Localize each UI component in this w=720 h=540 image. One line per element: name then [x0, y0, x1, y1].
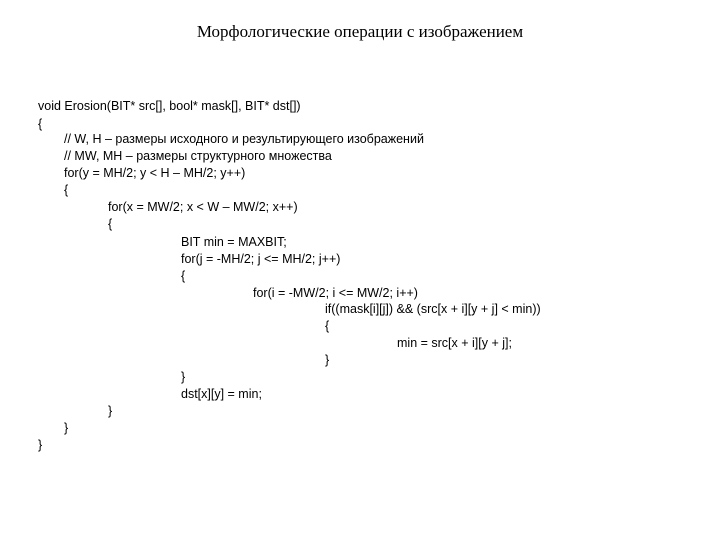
code-line: { — [108, 217, 113, 231]
code-line: { — [181, 269, 186, 283]
code-line: } — [38, 438, 43, 452]
code-line: if((mask[i][j]) && (src[x + i][y + j] < min)) — [325, 302, 541, 316]
code-line: dst[x][y] = min; — [181, 387, 262, 401]
code-line: } — [181, 370, 186, 384]
slide-title: Морфологические операции с изображением — [196, 22, 524, 41]
code-line: min = src[x + i][y + j]; — [397, 336, 512, 350]
code-line: void Erosion(BIT* src[], bool* mask[], BIT* dst[]) — [38, 99, 301, 113]
code-line: } — [325, 353, 330, 367]
code-line: } — [108, 404, 113, 418]
code-line: // MW, MH – размеры структурного множества — [64, 149, 332, 163]
code-line: { — [325, 319, 330, 333]
code-line: for(i = -MW/2; i <= MW/2; i++) — [253, 286, 418, 300]
code-line: for(x = MW/2; x < W – MW/2; x++) — [108, 200, 298, 214]
code-line: for(y = MH/2; y < H – MH/2; y++) — [64, 166, 246, 180]
code-line: // W, H – размеры исходного и результирующего изображений — [64, 132, 424, 146]
code-line: { — [64, 183, 69, 197]
code-line: for(j = -MH/2; j <= MH/2; j++) — [181, 252, 341, 266]
code-line: { — [38, 117, 43, 131]
code-line: } — [64, 421, 69, 435]
code-line: BIT min = MAXBIT; — [181, 235, 287, 249]
